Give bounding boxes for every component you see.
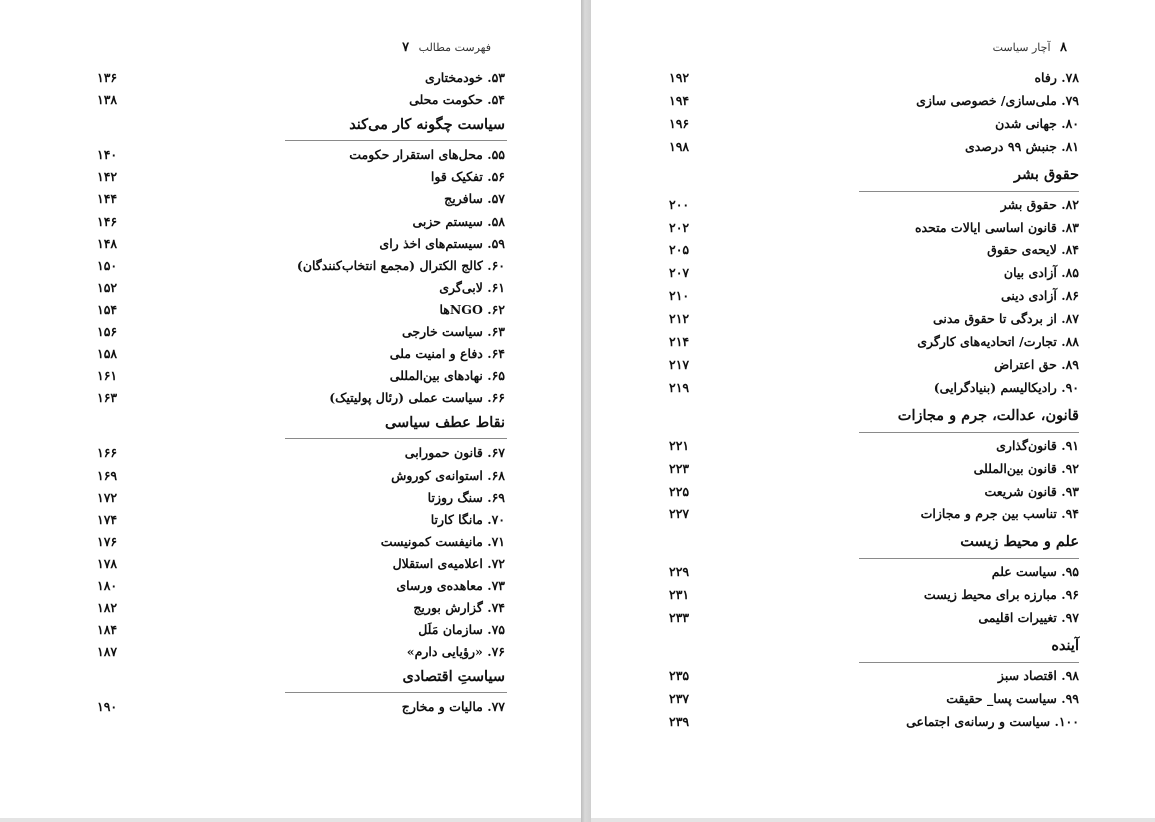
toc-entry-title: ۸۹. حق اعتراض xyxy=(994,356,1079,372)
toc-entry[interactable] xyxy=(390,368,505,383)
toc-entry-page-number: ۱۳۶ xyxy=(97,70,118,85)
toc-entry[interactable] xyxy=(965,139,1079,154)
toc-entry[interactable] xyxy=(413,600,505,615)
toc-entry[interactable] xyxy=(409,92,505,107)
toc-entry-page-number: ۲۱۴ xyxy=(669,334,690,349)
toc-entry-page-number: ۱۸۴ xyxy=(97,622,118,638)
toc-entry[interactable] xyxy=(924,587,1079,602)
toc-entry[interactable] xyxy=(418,622,505,637)
toc-entry-title: ۷۴. گزارش بوریج xyxy=(413,600,505,616)
toc-entry-title: ۶۴. دفاع و امنیت ملی xyxy=(389,346,505,362)
toc-entry-page-number: ۲۳۷ xyxy=(669,690,690,706)
toc-entry-page-number: ۲۰۰ xyxy=(669,196,690,212)
toc-entry-title: ۷۰. مانگا کارتا xyxy=(430,511,505,527)
section-heading: قانون، عدالت، جرم و مجازات xyxy=(897,406,1079,424)
toc-entry-title: ۷۶. «رؤیایی دارم» xyxy=(406,644,505,660)
toc-entry-page-number: ۲۳۵ xyxy=(669,668,690,683)
toc-entry[interactable] xyxy=(390,346,505,361)
toc-entry-page-number: ۲۰۲ xyxy=(669,219,690,235)
toc-entry-title: ۸۳. قانون اساسی ایالات متحده xyxy=(914,219,1079,235)
toc-entry-title: ۹۷. تغییرات اقلیمی xyxy=(978,610,1079,626)
toc-entry-page-number: ۱۵۴ xyxy=(97,301,118,317)
toc-entry-title: ۷۹. ملی‌سازی/ خصوصی سازی xyxy=(916,92,1079,108)
toc-entry[interactable] xyxy=(407,644,505,659)
toc-entry-page-number: ۲۲۹ xyxy=(669,564,690,580)
toc-entry-page-number: ۱۸۰ xyxy=(97,578,118,593)
toc-entry-title: ۹۹. سیاست پسا_ حقیقت xyxy=(946,690,1079,706)
toc-entry[interactable] xyxy=(934,380,1079,395)
toc-entry[interactable] xyxy=(349,147,505,162)
toc-entry-title: ۶۲. NGOها xyxy=(439,301,505,317)
toc-entry-page-number: ۲۳۱ xyxy=(669,587,690,603)
running-head xyxy=(993,40,1073,55)
toc-entry[interactable] xyxy=(994,357,1079,372)
toc-entry[interactable] xyxy=(381,534,505,549)
section-heading: حقوق بشر xyxy=(1013,165,1079,183)
toc-entry[interactable] xyxy=(1034,70,1079,85)
toc-entry-title: ۸۶. آزادی دینی xyxy=(1000,288,1079,304)
toc-entry[interactable] xyxy=(391,468,505,483)
section-heading: آینده xyxy=(1051,637,1079,654)
section-heading: نقاط عطف سیاسی xyxy=(384,414,505,432)
toc-entry-title: ۶۹. سنگ روزتا xyxy=(427,489,505,505)
toc-entry-page-number: ۱۷۸ xyxy=(97,555,118,571)
toc-entry-page-number: ۱۴۴ xyxy=(97,191,118,207)
toc-entry-title: ۶۶. سیاست عملی (رئال پولیتیک) xyxy=(329,390,505,406)
toc-entry[interactable] xyxy=(379,236,505,251)
toc-entry[interactable] xyxy=(431,512,505,527)
toc-entry-page-number: ۲۳۹ xyxy=(669,713,690,729)
toc-entry[interactable] xyxy=(393,556,505,571)
toc-entry-page-number: ۲۳۳ xyxy=(669,610,690,626)
toc-entry-page-number: ۱۵۸ xyxy=(97,346,118,362)
toc-entry-title: ۷۲. اعلامیه‌ی استقلال xyxy=(392,555,505,571)
toc-entry[interactable] xyxy=(996,438,1079,453)
toc-entry-title: ۶۳. سیاست خارجی xyxy=(401,324,505,339)
toc-entry-title: ۷۷. مالیات و مخارج xyxy=(401,699,505,715)
toc-entry-page-number: ۱۳۸ xyxy=(97,92,118,108)
toc-entry-page-number: ۱۶۹ xyxy=(97,467,118,483)
toc-entry[interactable] xyxy=(974,461,1079,476)
toc-entry-title: ۷۱. مانیفست کمونیست xyxy=(380,533,505,549)
toc-entry[interactable] xyxy=(916,93,1079,108)
toc-entry-page-number: ۱۵۰ xyxy=(97,257,118,273)
toc-entry[interactable] xyxy=(297,258,505,273)
toc-entry-title: ۹۶. مبارزه برای محیط زیست xyxy=(923,587,1079,603)
toc-entry[interactable] xyxy=(1001,288,1079,303)
toc-entry[interactable] xyxy=(984,484,1079,499)
running-head-title: آچار سیاست xyxy=(992,41,1051,54)
section-rule xyxy=(859,558,1079,559)
toc-entry-title: ۶۱. لابی‌گری xyxy=(439,279,505,295)
toc-entry[interactable] xyxy=(402,699,505,714)
toc-entry-page-number: ۱۹۶ xyxy=(669,115,690,131)
toc-entry[interactable] xyxy=(946,691,1079,706)
toc-entry[interactable] xyxy=(915,220,1079,235)
toc-entry-page-number: ۱۸۷ xyxy=(97,644,118,660)
toc-entry-page-number: ۱۷۶ xyxy=(97,533,118,549)
toc-entry-title: ۹۳. قانون شریعت xyxy=(984,483,1079,499)
toc-entry-title: ۶۰. کالج الکترال (مجمع انتخاب‌کنندگان) xyxy=(296,257,505,273)
toc-entry[interactable] xyxy=(431,169,505,184)
toc-entry[interactable] xyxy=(412,214,505,229)
toc-entry-title: ۱۰۰. سیاست و رسانه‌ی اجتماعی xyxy=(906,713,1079,729)
toc-entry-page-number: ۱۹۰ xyxy=(97,699,118,715)
toc-entry-title: ۸۰. جهانی شدن xyxy=(995,115,1079,131)
toc-entry-page-number: ۱۴۶ xyxy=(97,213,118,229)
toc-entry[interactable] xyxy=(405,445,505,460)
toc-entry-page-number: ۱۹۲ xyxy=(669,70,690,85)
toc-entry[interactable] xyxy=(428,490,505,505)
toc-entry-title: ۹۴. تناسب بین جرم و مجازات xyxy=(920,506,1079,522)
toc-entry-page-number: ۲۱۲ xyxy=(669,311,690,327)
toc-entry-title: ۹۲. قانون بین‌المللی xyxy=(973,460,1079,476)
toc-entry-page-number: ۱۵۶ xyxy=(97,324,118,339)
toc-entry-title: ۷۸. رفاه xyxy=(1034,70,1079,85)
toc-entry-page-number: ۲۲۵ xyxy=(669,483,690,499)
section-rule xyxy=(285,692,507,693)
toc-entry-title: ۸۸. تجارت/ اتحادیه‌های کارگری xyxy=(917,334,1079,349)
running-head xyxy=(396,40,491,55)
toc-entry-page-number: ۱۴۰ xyxy=(97,147,118,163)
toc-entry-title: ۷۳. معاهده‌ی ورسای xyxy=(396,578,505,593)
toc-entry-title: ۹۸. اقتصاد سبز xyxy=(997,668,1079,683)
toc-entry[interactable] xyxy=(995,116,1079,131)
toc-entry[interactable] xyxy=(402,324,505,339)
toc-entry[interactable] xyxy=(439,302,505,317)
toc-entry-page-number: ۱۹۸ xyxy=(669,138,690,154)
toc-entry-title: ۵۶. تفکیک قوا xyxy=(430,169,505,185)
section-heading: علم و محیط زیست xyxy=(960,533,1079,551)
toc-entry-page-number: ۱۴۲ xyxy=(97,169,118,185)
toc-entry-title: ۶۸. استوانه‌ی کوروش xyxy=(391,467,505,483)
toc-entry-page-number: ۱۶۶ xyxy=(97,445,118,461)
toc-entry-title: ۷۵. سازمان مَلَل xyxy=(418,622,505,638)
right-page xyxy=(591,0,1155,818)
toc-entry-title: ۵۹. سیستم‌های اخذ رای xyxy=(379,235,505,251)
toc-entry-title: ۵۳. خودمختاری xyxy=(424,70,505,85)
toc-entry-page-number: ۱۹۴ xyxy=(669,92,690,108)
toc-entry-page-number: ۲۱۹ xyxy=(669,379,690,395)
toc-entry-title: ۵۷. سافریج xyxy=(444,191,505,207)
toc-entry-title: ۸۴. لایحه‌ی حقوق xyxy=(987,242,1079,258)
toc-entry[interactable] xyxy=(987,242,1079,257)
toc-entry-title: ۵۸. سیستم حزبی xyxy=(412,213,505,229)
section-heading: سیاستِ اقتصادی xyxy=(402,668,505,686)
toc-entry-page-number: ۱۶۱ xyxy=(97,368,118,384)
toc-entry-title: ۸۵. آزادی بیان xyxy=(1003,265,1079,281)
toc-entry[interactable] xyxy=(329,390,505,405)
toc-entry-page-number: ۲۱۷ xyxy=(669,356,690,372)
toc-entry[interactable] xyxy=(444,191,505,206)
toc-entry-page-number: ۲۰۵ xyxy=(669,242,690,258)
toc-entry-page-number: ۱۴۸ xyxy=(97,235,118,251)
toc-entry-title: ۵۴. حکومت محلی xyxy=(409,92,505,108)
toc-entry-page-number: ۱۷۴ xyxy=(97,511,118,527)
toc-entry-page-number: ۲۲۱ xyxy=(669,437,690,453)
toc-entry-page-number: ۲۱۰ xyxy=(669,288,690,304)
page-number: ۷ xyxy=(402,40,410,55)
toc-entry[interactable] xyxy=(1001,197,1079,212)
toc-entry-page-number: ۱۵۲ xyxy=(97,279,118,295)
toc-entry-page-number: ۲۲۳ xyxy=(669,460,690,476)
toc-entry[interactable] xyxy=(998,668,1079,683)
toc-entry-title: ۸۱. جنبش ۹۹ درصدی xyxy=(964,138,1079,154)
section-heading: سیاست چگونه کار می‌کند xyxy=(349,116,505,134)
toc-entry[interactable] xyxy=(1004,265,1079,280)
toc-entry-page-number: ۱۷۲ xyxy=(97,489,118,505)
toc-entry-title: ۹۵. سیاست علم xyxy=(991,564,1079,580)
section-rule xyxy=(285,140,507,141)
toc-entry-title: ۹۰. رادیکالیسم (بنیادگرایی) xyxy=(933,379,1079,395)
section-rule xyxy=(859,662,1079,663)
toc-entry-page-number: ۱۸۲ xyxy=(97,600,118,616)
toc-entry-title: ۶۵. نهادهای بین‌المللی xyxy=(389,368,505,384)
toc-entry-page-number: ۱۶۳ xyxy=(97,390,118,406)
toc-entry[interactable] xyxy=(921,506,1079,521)
toc-entry[interactable] xyxy=(933,311,1079,326)
toc-entry[interactable] xyxy=(917,334,1079,349)
toc-entry[interactable] xyxy=(978,610,1079,625)
toc-entry[interactable] xyxy=(439,280,505,295)
toc-entry-title: ۸۷. از بردگی تا حقوق مدنی xyxy=(932,311,1079,327)
running-head-title: فهرست مطالب xyxy=(418,41,491,54)
toc-entry-title: ۶۷. قانون حمورابی xyxy=(404,445,505,461)
toc-entry-title: ۹۱. قانون‌گذاری xyxy=(996,437,1079,453)
book-gutter xyxy=(581,0,591,822)
page-number: ۸ xyxy=(1060,40,1067,55)
toc-entry-page-number: ۲۰۷ xyxy=(669,265,690,281)
toc-entry-page-number: ۲۲۷ xyxy=(669,506,690,522)
section-rule xyxy=(859,191,1079,192)
toc-entry[interactable] xyxy=(992,564,1079,579)
section-rule xyxy=(285,438,507,439)
section-rule xyxy=(859,432,1079,433)
toc-entry[interactable] xyxy=(425,70,505,85)
toc-entry[interactable] xyxy=(396,578,505,593)
toc-entry[interactable] xyxy=(906,714,1079,729)
toc-entry-title: ۵۵. محل‌های استقرار حکومت xyxy=(349,147,505,163)
toc-entry-title: ۸۲. حقوق بشر xyxy=(1000,196,1079,212)
